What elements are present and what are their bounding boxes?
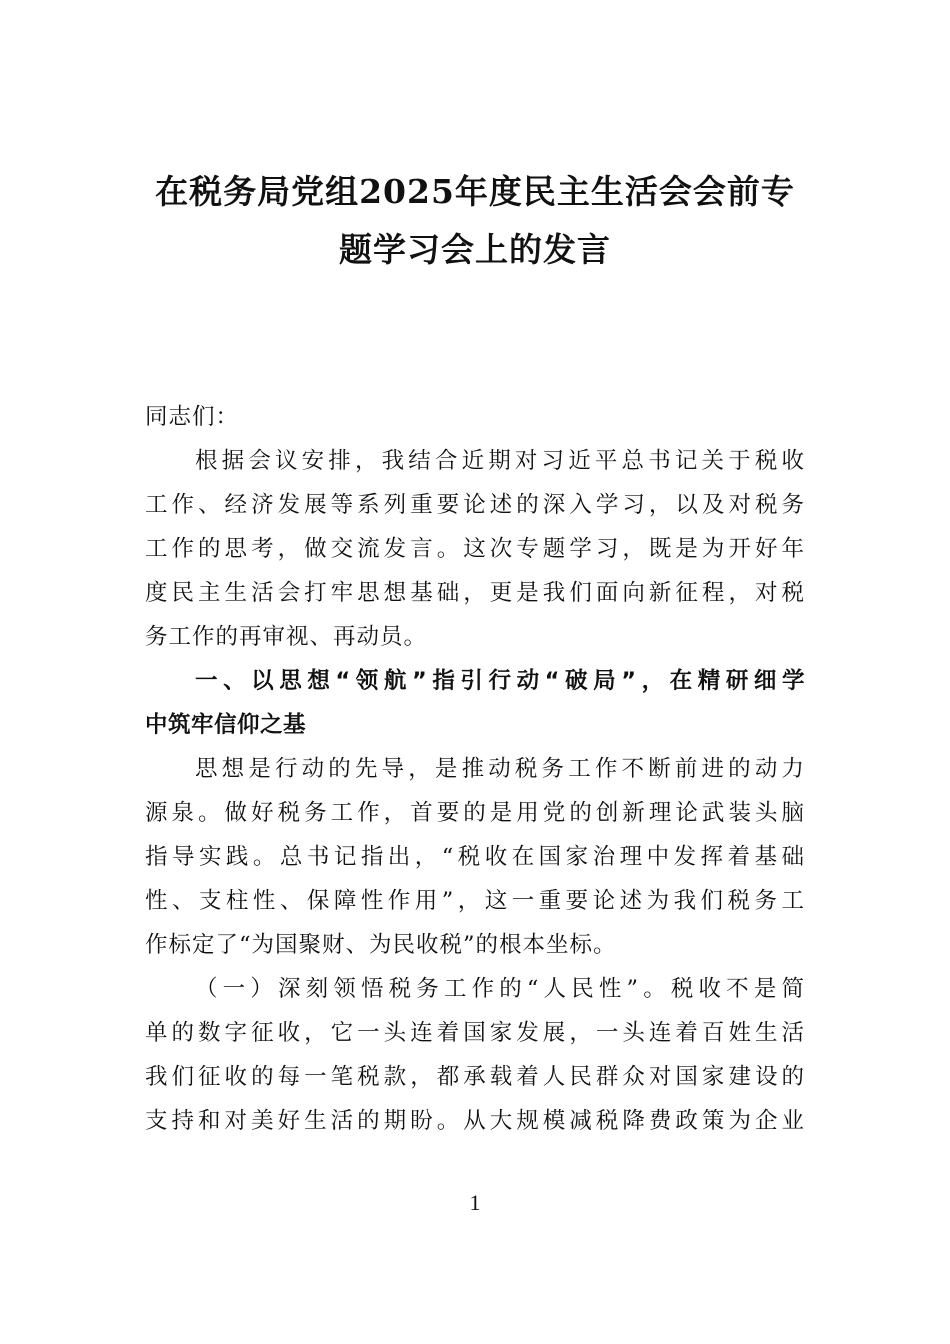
heading-line: 中筑牢信仰之基 [145, 712, 307, 738]
paragraph-line: 单的数字征收，它一头连着国家发展，一头连着百姓生活 [145, 1020, 805, 1046]
heading-line: 一、以思想“领航”指引行动“破局”，在精研细学 [195, 668, 805, 694]
paragraph-line: 务工作的再审视、再动员。 [145, 624, 428, 650]
paragraph-line: 工作的思考，做交流发言。这次专题学习，既是为开好年 [145, 536, 805, 562]
section-heading-1 [145, 659, 805, 747]
paragraph-line: 思想是行动的先导，是推动税务工作不断前进的动力 [195, 756, 805, 782]
paragraph-intro [145, 439, 805, 659]
paragraph-line: 作标定了“为国聚财、为民收税”的根本坐标。 [145, 932, 617, 958]
paragraph-line: 工作、经济发展等系列重要论述的深入学习，以及对税务 [145, 492, 805, 518]
title-line-2: 题学习会上的发言 [339, 230, 611, 269]
paragraph-line: 性、支柱性、保障性作用”，这一重要论述为我们税务工 [145, 888, 805, 914]
paragraph-line: （一）深刻领悟税务工作的“人民性”。税收不是简 [195, 976, 805, 1002]
paragraph-people [145, 967, 805, 1143]
salutation: 同志们： [145, 404, 240, 430]
document-body [145, 395, 805, 1143]
page-number: 1 [469, 1190, 481, 1215]
paragraph-line: 度民主生活会打牢思想基础，更是我们面向新征程，对税 [145, 580, 805, 606]
paragraph-line: 我们征收的每一笔税款，都承载着人民群众对国家建设的 [145, 1064, 805, 1090]
paragraph-line: 根据会议安排，我结合近期对习近平总书记关于税收 [195, 448, 805, 474]
paragraph-line: 源泉。做好税务工作，首要的是用党的创新理论武装头脑 [145, 800, 805, 826]
paragraph-line: 指导实践。总书记指出，“税收在国家治理中发挥着基础 [145, 844, 805, 870]
paragraph-thought [145, 747, 805, 967]
paragraph-line: 支持和对美好生活的期盼。从大规模减税降费政策为企业 [145, 1108, 805, 1134]
title-line-1: 在税务局党组2025年度民主生活会会前专 [155, 172, 795, 211]
page-title [145, 163, 805, 279]
